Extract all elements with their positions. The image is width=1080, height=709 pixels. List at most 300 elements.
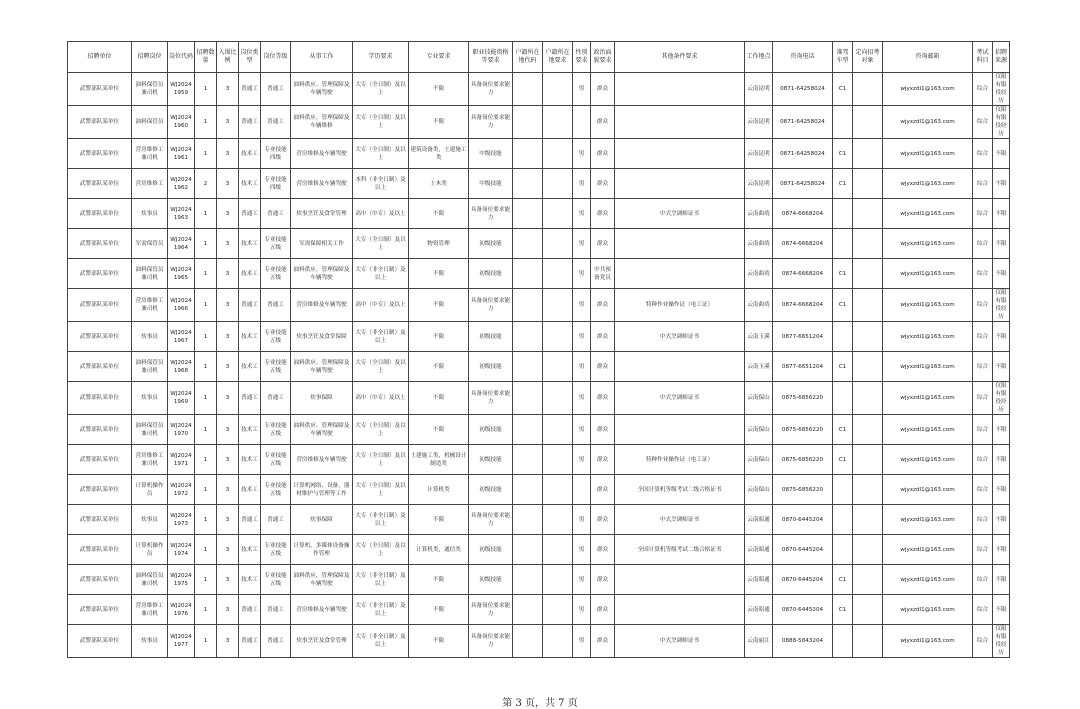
table-cell xyxy=(615,229,745,259)
table-cell: wjyxzdl1@163.com xyxy=(883,73,973,106)
table-cell: 普通工 xyxy=(261,382,291,415)
table-cell: 具备岗位要求能力 xyxy=(469,106,513,139)
table-cell xyxy=(853,565,883,595)
table-cell: 土建施工类，机械设计制造类 xyxy=(409,445,469,475)
table-cell: 计算机操作员 xyxy=(132,535,168,565)
table-cell xyxy=(513,322,543,352)
table-cell xyxy=(853,73,883,106)
table-cell: 高中（中专）及以上 xyxy=(353,289,409,322)
table-cell: 1 xyxy=(195,352,217,382)
table-cell: 初级技能 xyxy=(469,229,513,259)
table-cell: 综合 xyxy=(973,139,993,169)
table-cell: 云南昆明 xyxy=(745,169,773,199)
table-cell: 云南保山 xyxy=(745,445,773,475)
table-cell: 综合 xyxy=(973,535,993,565)
table-cell: 男 xyxy=(573,595,591,625)
table-cell: 云南昆明 xyxy=(745,139,773,169)
table-cell: 建筑设备类，土建施工类 xyxy=(409,139,469,169)
table-cell: 3 xyxy=(217,139,239,169)
table-cell: 0875-6856220 xyxy=(773,475,833,505)
table-cell xyxy=(853,505,883,535)
table-cell: 综合 xyxy=(973,565,993,595)
table-cell: 云南昆明 xyxy=(745,106,773,139)
table-body xyxy=(68,73,1010,658)
table-cell: 不限 xyxy=(409,289,469,322)
table-cell: 计算机、多媒体设备操作管理 xyxy=(291,535,353,565)
table-cell: 3 xyxy=(217,322,239,352)
table-cell: 0871-64258024 xyxy=(773,106,833,139)
recruitment-table xyxy=(67,41,1010,658)
table-cell: 0888-5843204 xyxy=(773,625,833,658)
table-cell: 具备岗位要求能力 xyxy=(469,73,513,106)
table-cell: WJ2024 1959 xyxy=(168,73,195,106)
table-cell: 武警部队某单位 xyxy=(68,229,132,259)
table-cell: WJ2024 1964 xyxy=(168,229,195,259)
table-cell: WJ2024 1967 xyxy=(168,322,195,352)
table-cell: 技术工 xyxy=(239,445,261,475)
table-cell: WJ2024 1973 xyxy=(168,505,195,535)
table-cell: wjyxzdl1@163.com xyxy=(883,565,973,595)
table-cell: 技术工 xyxy=(239,229,261,259)
column-header: 户籍所在地代码 xyxy=(513,42,543,73)
table-cell: C1 xyxy=(833,169,853,199)
table-cell: 武警部队某单位 xyxy=(68,352,132,382)
table-cell: 土木类 xyxy=(409,169,469,199)
table-cell: 大专（全日制）及以上 xyxy=(353,139,409,169)
table-cell: C1 xyxy=(833,73,853,106)
table-cell: 特种作业操作证（电工证） xyxy=(615,289,745,322)
table-cell: 油料供应、管理保障及车辆驾驶 xyxy=(291,259,353,289)
column-header: 职业技能资格等要求 xyxy=(469,42,513,73)
table-cell xyxy=(853,229,883,259)
table-cell: WJ2024 1961 xyxy=(168,139,195,169)
table-row xyxy=(68,73,1010,106)
table-cell: 全国计算机等级考试二级合格证书 xyxy=(615,475,745,505)
table-cell: 不限 xyxy=(409,505,469,535)
table-cell: wjyxzdl1@163.com xyxy=(883,475,973,505)
table-cell: 群众 xyxy=(591,139,615,169)
table-cell: 男 xyxy=(573,73,591,106)
table-cell: C1 xyxy=(833,289,853,322)
table-cell: 0874-6668204 xyxy=(773,289,833,322)
column-header: 学历要求 xyxy=(353,42,409,73)
table-cell: 不限 xyxy=(993,229,1010,259)
table-row xyxy=(68,106,1010,139)
table-cell: 大专（非全日制）及以上 xyxy=(353,595,409,625)
table-cell: 普通工 xyxy=(239,382,261,415)
table-row xyxy=(68,199,1010,229)
table-cell: 群众 xyxy=(591,73,615,106)
table-cell: C1 xyxy=(833,595,853,625)
table-cell: 男 xyxy=(573,382,591,415)
table-cell: 3 xyxy=(217,169,239,199)
table-cell: 0871-64258024 xyxy=(773,169,833,199)
table-cell xyxy=(543,505,573,535)
table-cell: 计算机网络、设备、器材维护与管理等工作 xyxy=(291,475,353,505)
table-cell: WJ2024 1965 xyxy=(168,259,195,289)
table-cell: 物资管理 xyxy=(409,229,469,259)
table-cell xyxy=(543,106,573,139)
table-cell: 武警部队某单位 xyxy=(68,73,132,106)
table-cell: wjyxzdl1@163.com xyxy=(883,199,973,229)
table-cell: 计算机类 xyxy=(409,475,469,505)
table-row xyxy=(68,565,1010,595)
column-header: 招聘来源 xyxy=(993,42,1010,73)
table-cell: 武警部队某单位 xyxy=(68,259,132,289)
column-header: 性别要求 xyxy=(573,42,591,73)
table-cell: 综合 xyxy=(973,259,993,289)
table-cell xyxy=(853,139,883,169)
table-cell: 炊事员 xyxy=(132,322,168,352)
table-cell: 不限 xyxy=(409,352,469,382)
table-cell: 3 xyxy=(217,289,239,322)
table-cell: 男 xyxy=(573,625,591,658)
table-cell: 初级技能 xyxy=(469,565,513,595)
table-cell: C1 xyxy=(833,565,853,595)
table-cell xyxy=(833,322,853,352)
table-cell xyxy=(513,565,543,595)
table-row xyxy=(68,625,1010,658)
table-cell: 大专（非全日制）及以上 xyxy=(353,505,409,535)
table-cell: 3 xyxy=(217,535,239,565)
table-cell: 高中（中专）及以上 xyxy=(353,199,409,229)
table-cell: 群众 xyxy=(591,505,615,535)
table-cell xyxy=(833,106,853,139)
table-cell: 专业技能四级 xyxy=(261,139,291,169)
table-cell xyxy=(513,625,543,658)
table-cell: 武警部队某单位 xyxy=(68,565,132,595)
column-header: 定向招考对象 xyxy=(853,42,883,73)
table-cell: 不限 xyxy=(993,535,1010,565)
table-cell: 0875-6856220 xyxy=(773,382,833,415)
table-cell xyxy=(543,352,573,382)
table-cell: 群众 xyxy=(591,199,615,229)
table-row xyxy=(68,139,1010,169)
table-cell: 初级技能 xyxy=(469,445,513,475)
table-cell: 普通工 xyxy=(239,595,261,625)
table-cell: 油料供应、管理保障及车辆驾驶 xyxy=(291,73,353,106)
table-cell xyxy=(513,352,543,382)
table-row xyxy=(68,595,1010,625)
table-cell: 营房维修工兼司机 xyxy=(132,289,168,322)
table-cell: 大专（非全日制）及以上 xyxy=(353,565,409,595)
table-cell: 普通工 xyxy=(239,73,261,106)
table-cell: 不限 xyxy=(993,505,1010,535)
table-cell: 营房维修工 xyxy=(132,169,168,199)
table-cell xyxy=(543,625,573,658)
table-cell xyxy=(853,322,883,352)
table-cell: 大专（非全日制）及以上 xyxy=(353,322,409,352)
table-cell: 1 xyxy=(195,445,217,475)
table-cell: 专业技能五级 xyxy=(261,352,291,382)
table-cell: 武警部队某单位 xyxy=(68,382,132,415)
table-cell xyxy=(543,595,573,625)
table-cell: 专业技能五级 xyxy=(261,322,291,352)
table-row xyxy=(68,415,1010,445)
table-cell: C1 xyxy=(833,415,853,445)
table-cell: 群众 xyxy=(591,595,615,625)
table-row xyxy=(68,445,1010,475)
table-cell: 中式烹调师证书 xyxy=(615,322,745,352)
table-cell: 普通工 xyxy=(261,73,291,106)
table-cell xyxy=(853,259,883,289)
column-header: 咨询邮箱 xyxy=(883,42,973,73)
table-cell: 营房维修及车辆驾驶 xyxy=(291,595,353,625)
table-cell: 普通工 xyxy=(239,289,261,322)
table-cell: wjyxzdl1@163.com xyxy=(883,505,973,535)
table-cell: 武警部队某单位 xyxy=(68,289,132,322)
table-cell: 不限 xyxy=(993,595,1010,625)
table-cell: 3 xyxy=(217,259,239,289)
table-cell: 男 xyxy=(573,415,591,445)
table-cell: 技术工 xyxy=(239,169,261,199)
table-cell xyxy=(513,415,543,445)
table-cell xyxy=(513,535,543,565)
table-cell: 综合 xyxy=(973,322,993,352)
table-cell: 大专（全日制）及以上 xyxy=(353,229,409,259)
table-cell: 具备岗位要求能力 xyxy=(469,625,513,658)
table-cell: 3 xyxy=(217,505,239,535)
table-cell: 油料保管员兼司机 xyxy=(132,352,168,382)
table-cell: 1 xyxy=(195,229,217,259)
table-cell xyxy=(615,259,745,289)
table-cell: 男 xyxy=(573,535,591,565)
table-cell: 武警部队某单位 xyxy=(68,535,132,565)
table-cell: 不限 xyxy=(993,139,1010,169)
table-cell: 技术工 xyxy=(239,352,261,382)
table-cell: 3 xyxy=(217,415,239,445)
table-cell xyxy=(853,106,883,139)
table-cell: 武警部队某单位 xyxy=(68,199,132,229)
table-cell: 武警部队某单位 xyxy=(68,625,132,658)
table-cell: 综合 xyxy=(973,199,993,229)
table-cell: 1 xyxy=(195,289,217,322)
table-cell xyxy=(833,199,853,229)
table-cell: 普通工 xyxy=(239,106,261,139)
table-cell: 云南昆明 xyxy=(745,73,773,106)
table-cell: 男 xyxy=(573,139,591,169)
page-number-footer: 第 3 页，共 7 页 xyxy=(502,698,578,709)
table-cell: WJ2024 1975 xyxy=(168,565,195,595)
column-header: 咨询电话 xyxy=(773,42,833,73)
table-cell: 0877-6651204 xyxy=(773,322,833,352)
table-cell: 1 xyxy=(195,382,217,415)
table-cell: 大专（全日制）及以上 xyxy=(353,352,409,382)
table-cell: WJ2024 1976 xyxy=(168,595,195,625)
table-cell: 群众 xyxy=(591,382,615,415)
table-cell: 炊事员 xyxy=(132,505,168,535)
table-cell: 1 xyxy=(195,565,217,595)
table-cell: 不限 xyxy=(409,565,469,595)
table-cell: 技术工 xyxy=(239,565,261,595)
table-cell: 1 xyxy=(195,595,217,625)
table-cell: 普通工 xyxy=(239,625,261,658)
table-cell: 中级技能 xyxy=(469,169,513,199)
table-cell: 云南昭通 xyxy=(745,595,773,625)
table-cell: 高中（中专）及以上 xyxy=(353,382,409,415)
table-cell: 云南昭通 xyxy=(745,505,773,535)
table-cell: 具备岗位要求能力 xyxy=(469,289,513,322)
table-cell: 男 xyxy=(573,322,591,352)
table-cell: 3 xyxy=(217,595,239,625)
table-cell xyxy=(573,475,591,505)
table-cell: 不限 xyxy=(993,169,1010,199)
table-cell xyxy=(543,229,573,259)
table-cell: 群众 xyxy=(591,535,615,565)
column-header: 专业要求 xyxy=(409,42,469,73)
table-cell: 不限 xyxy=(993,352,1010,382)
table-cell xyxy=(833,382,853,415)
table-cell: 群众 xyxy=(591,322,615,352)
table-cell: WJ2024 1968 xyxy=(168,352,195,382)
table-cell xyxy=(513,505,543,535)
table-cell: 技术工 xyxy=(239,535,261,565)
table-cell: 不限 xyxy=(409,73,469,106)
table-cell xyxy=(513,382,543,415)
table-cell xyxy=(615,73,745,106)
table-cell: 炊事员 xyxy=(132,625,168,658)
table-cell xyxy=(853,169,883,199)
table-cell: 3 xyxy=(217,625,239,658)
table-cell xyxy=(513,475,543,505)
table-cell xyxy=(543,259,573,289)
table-cell: 武警部队某单位 xyxy=(68,475,132,505)
table-cell: wjyxzdl1@163.com xyxy=(883,139,973,169)
table-cell: 1 xyxy=(195,415,217,445)
table-row xyxy=(68,475,1010,505)
table-cell: 不限 xyxy=(993,475,1010,505)
table-cell: 计算机操作员 xyxy=(132,475,168,505)
table-cell xyxy=(543,73,573,106)
column-header: 入围比例 xyxy=(217,42,239,73)
table-cell: 专业技能五级 xyxy=(261,229,291,259)
table-cell: 武警部队某单位 xyxy=(68,445,132,475)
table-cell: WJ2024 1962 xyxy=(168,169,195,199)
table-cell: 3 xyxy=(217,445,239,475)
table-cell: 油料保管员 xyxy=(132,106,168,139)
table-cell: 综合 xyxy=(973,169,993,199)
table-cell: 武警部队某单位 xyxy=(68,415,132,445)
table-row xyxy=(68,229,1010,259)
table-cell: 普通工 xyxy=(261,199,291,229)
table-cell xyxy=(513,595,543,625)
table-cell: 综合 xyxy=(973,352,993,382)
table-cell xyxy=(853,475,883,505)
table-cell: 综合 xyxy=(973,475,993,505)
column-header: 工作地点 xyxy=(745,42,773,73)
table-cell: wjyxzdl1@163.com xyxy=(883,229,973,259)
table-cell: 不限 xyxy=(993,259,1010,289)
table-cell xyxy=(543,535,573,565)
table-cell: 仅限有服役经历 xyxy=(993,382,1010,415)
table-cell: 男 xyxy=(573,505,591,535)
table-cell: 不限 xyxy=(993,415,1010,445)
table-cell: C1 xyxy=(833,445,853,475)
table-cell xyxy=(615,106,745,139)
table-cell xyxy=(833,625,853,658)
table-cell: 云南玉溪 xyxy=(745,352,773,382)
table-cell: 初级技能 xyxy=(469,322,513,352)
table-cell: 综合 xyxy=(973,595,993,625)
table-cell: WJ2024 1974 xyxy=(168,535,195,565)
table-cell: 综合 xyxy=(973,415,993,445)
table-cell xyxy=(833,475,853,505)
table-row xyxy=(68,322,1010,352)
table-cell: 大专（非全日制）及以上 xyxy=(353,625,409,658)
table-cell: 中共预备党员 xyxy=(591,259,615,289)
table-cell: 1 xyxy=(195,259,217,289)
table-cell: 1 xyxy=(195,475,217,505)
table-cell: wjyxzdl1@163.com xyxy=(883,445,973,475)
table-cell xyxy=(615,352,745,382)
table-cell: 油料保管员兼司机 xyxy=(132,415,168,445)
table-cell xyxy=(543,322,573,352)
table-row xyxy=(68,169,1010,199)
table-cell: 普通工 xyxy=(261,505,291,535)
table-cell: 仅限有服役经历 xyxy=(993,106,1010,139)
table-row xyxy=(68,535,1010,565)
table-cell xyxy=(513,289,543,322)
table-cell: 营房维修工兼司机 xyxy=(132,445,168,475)
table-cell: 不限 xyxy=(993,322,1010,352)
table-cell: 炊事烹饪及食堂管理 xyxy=(291,625,353,658)
table-cell: 男 xyxy=(573,229,591,259)
table-cell: 油料供应、管理保障及车辆驾驶 xyxy=(291,415,353,445)
table-cell: 油料保管员兼司机 xyxy=(132,259,168,289)
table-cell: 初级技能 xyxy=(469,415,513,445)
table-cell: 0870-6445204 xyxy=(773,505,833,535)
table-cell: 云南保山 xyxy=(745,475,773,505)
table-cell: 3 xyxy=(217,73,239,106)
table-cell: wjyxzdl1@163.com xyxy=(883,352,973,382)
table-cell: 云南丽江 xyxy=(745,625,773,658)
table-cell: 男 xyxy=(573,169,591,199)
table-cell: WJ2024 1971 xyxy=(168,445,195,475)
table-cell xyxy=(615,595,745,625)
table-cell: 0871-64258024 xyxy=(773,139,833,169)
table-cell: 云南曲靖 xyxy=(745,259,773,289)
table-cell: 不限 xyxy=(409,625,469,658)
table-cell: 炊事员 xyxy=(132,382,168,415)
table-cell: 群众 xyxy=(591,169,615,199)
table-cell xyxy=(833,229,853,259)
table-cell: 不限 xyxy=(409,415,469,445)
table-cell: 群众 xyxy=(591,415,615,445)
table-cell xyxy=(543,475,573,505)
table-cell: 技术工 xyxy=(239,415,261,445)
table-cell: 武警部队某单位 xyxy=(68,139,132,169)
column-header: 招聘岗位 xyxy=(132,42,168,73)
table-cell: 1 xyxy=(195,73,217,106)
table-cell: wjyxzdl1@163.com xyxy=(883,289,973,322)
table-cell xyxy=(853,382,883,415)
table-cell xyxy=(833,535,853,565)
table-cell xyxy=(543,169,573,199)
table-row xyxy=(68,259,1010,289)
table-cell: 群众 xyxy=(591,625,615,658)
table-cell: 3 xyxy=(217,106,239,139)
table-cell: 初级技能 xyxy=(469,259,513,289)
table-cell: 初级技能 xyxy=(469,535,513,565)
table-cell: 中式烹调师证书 xyxy=(615,625,745,658)
table-cell: WJ2024 1977 xyxy=(168,625,195,658)
table-cell xyxy=(513,199,543,229)
table-cell: 3 xyxy=(217,199,239,229)
table-cell: 群众 xyxy=(591,445,615,475)
table-cell: 云南保山 xyxy=(745,415,773,445)
table-cell: 不限 xyxy=(409,382,469,415)
table-cell: 油料保管员兼司机 xyxy=(132,73,168,106)
